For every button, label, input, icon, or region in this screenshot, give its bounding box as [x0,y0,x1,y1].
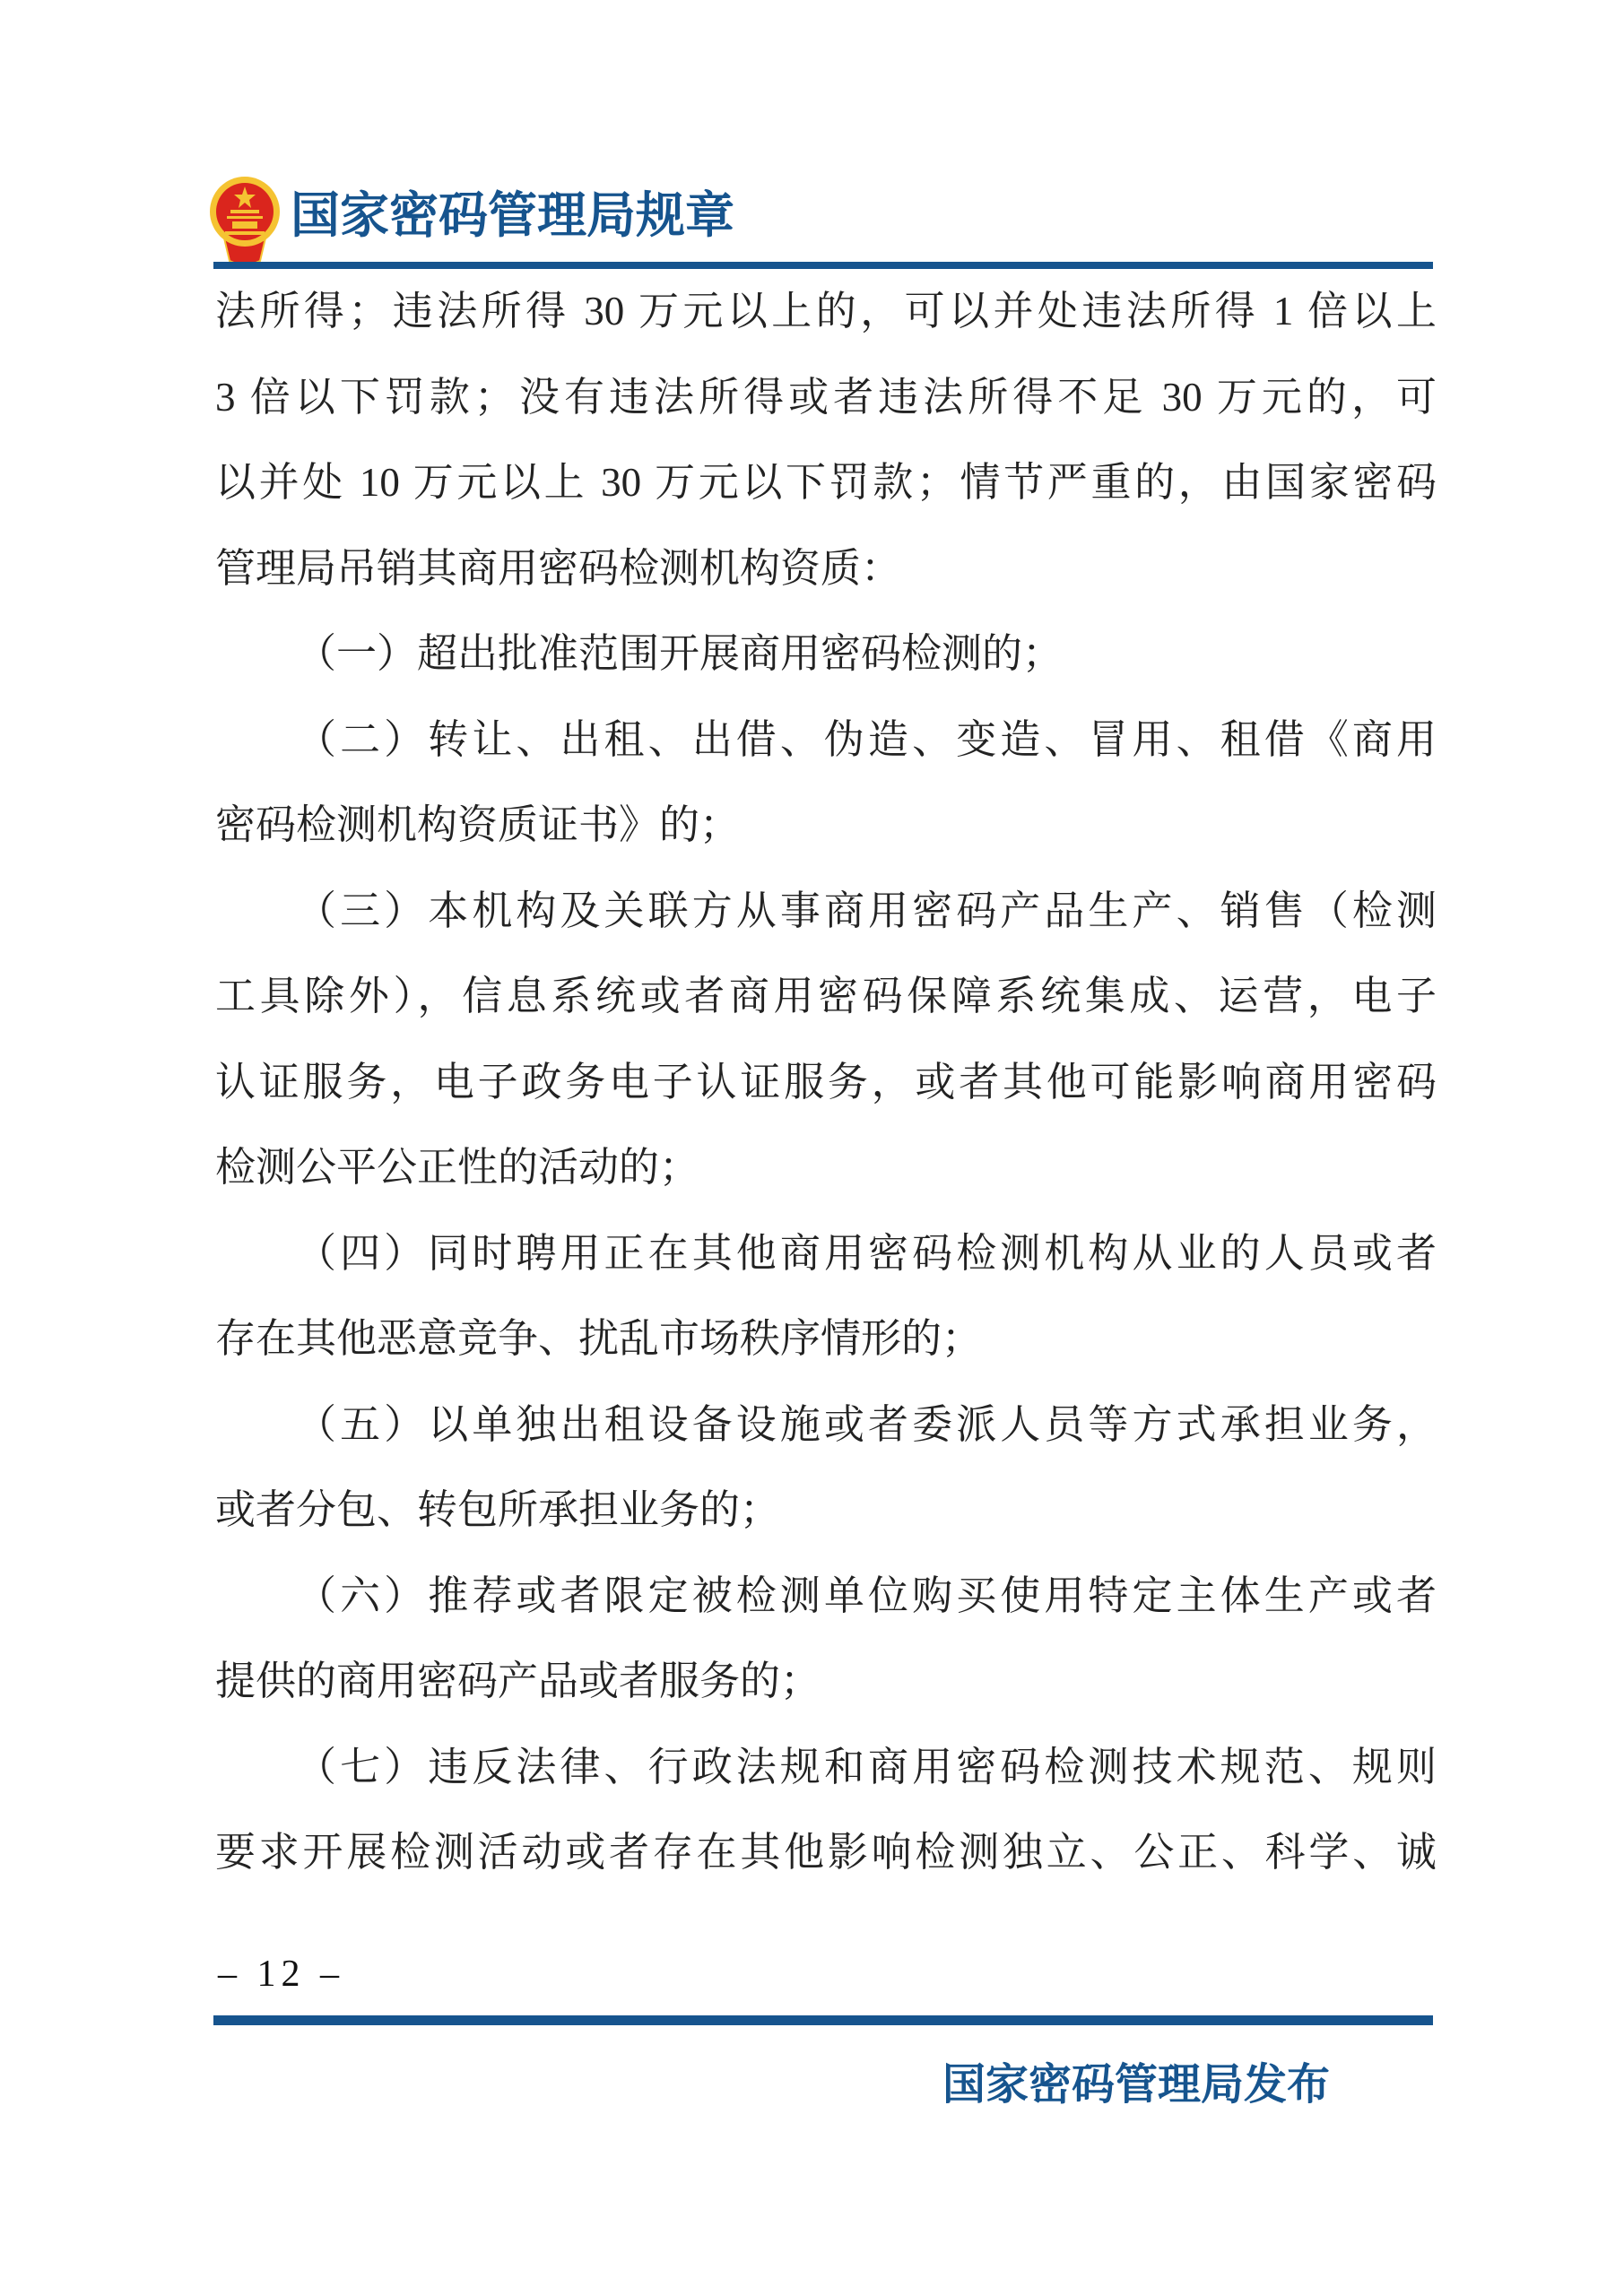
body-text-line: （四）同时聘用正在其他商用密码检测机构从业的人员或者 [296,1230,1437,1276]
body-text-line: （七）违反法律、行政法规和商用密码检测技术规范、规则 [296,1744,1437,1789]
page-title: 国家密码管理局规章 [291,187,735,243]
body-text-line: 密码检测机构资质证书》的； [215,802,741,847]
body-text-line: （二）转让、出租、出借、伪造、变造、冒用、租借《商用 [296,716,1437,762]
body-text-line: （三）本机构及关联方从事商用密码产品生产、销售（检测 [296,888,1437,933]
body-text-line: （一）超出批准范围开展商用密码检测的； [296,631,1064,676]
body-text-line: 或者分包、转包所承担业务的； [215,1487,781,1532]
body-text-line: 提供的商用密码产品或者服务的； [215,1659,821,1703]
body-text-line: （五）以单独出租设备设施或者委派人员等方式承担业务， [296,1401,1437,1447]
china-national-emblem-icon [208,175,282,268]
page-number: – 12 – [218,1954,344,1995]
body-text-line: 要求开展检测活动或者存在其他影响检测独立、公正、科学、诚 [215,1830,1437,1875]
header-divider [213,262,1433,269]
body-text-line: 检测公平公正性的活动的； [215,1145,700,1190]
document-body [215,269,1437,1896]
body-text-line: 3 倍以下罚款；没有违法所得或者违法所得不足 30 万元的，可 [215,374,1437,420]
body-text-line: 认证服务，电子政务电子认证服务，或者其他可能影响商用密码 [215,1059,1437,1105]
body-text-line: （六）推荐或者限定被检测单位购买使用特定主体生产或者 [296,1573,1437,1618]
body-text-line: 法所得；违法所得 30 万元以上的，可以并处违法所得 1 倍以上 [215,289,1437,334]
body-text-line: 以并处 10 万元以上 30 万元以下罚款；情节严重的，由国家密码 [215,460,1437,505]
body-text-line: 管理局吊销其商用密码检测机构资质： [215,545,902,591]
body-text-line: 工具除外），信息系统或者商用密码保障系统集成、运营，电子 [215,974,1437,1018]
body-text-line: 存在其他恶意竞争、扰乱市场秩序情形的； [215,1316,983,1361]
footer-divider [213,2015,1433,2025]
page-header [208,174,734,269]
publisher-label: 国家密码管理局发布 [942,2061,1330,2109]
